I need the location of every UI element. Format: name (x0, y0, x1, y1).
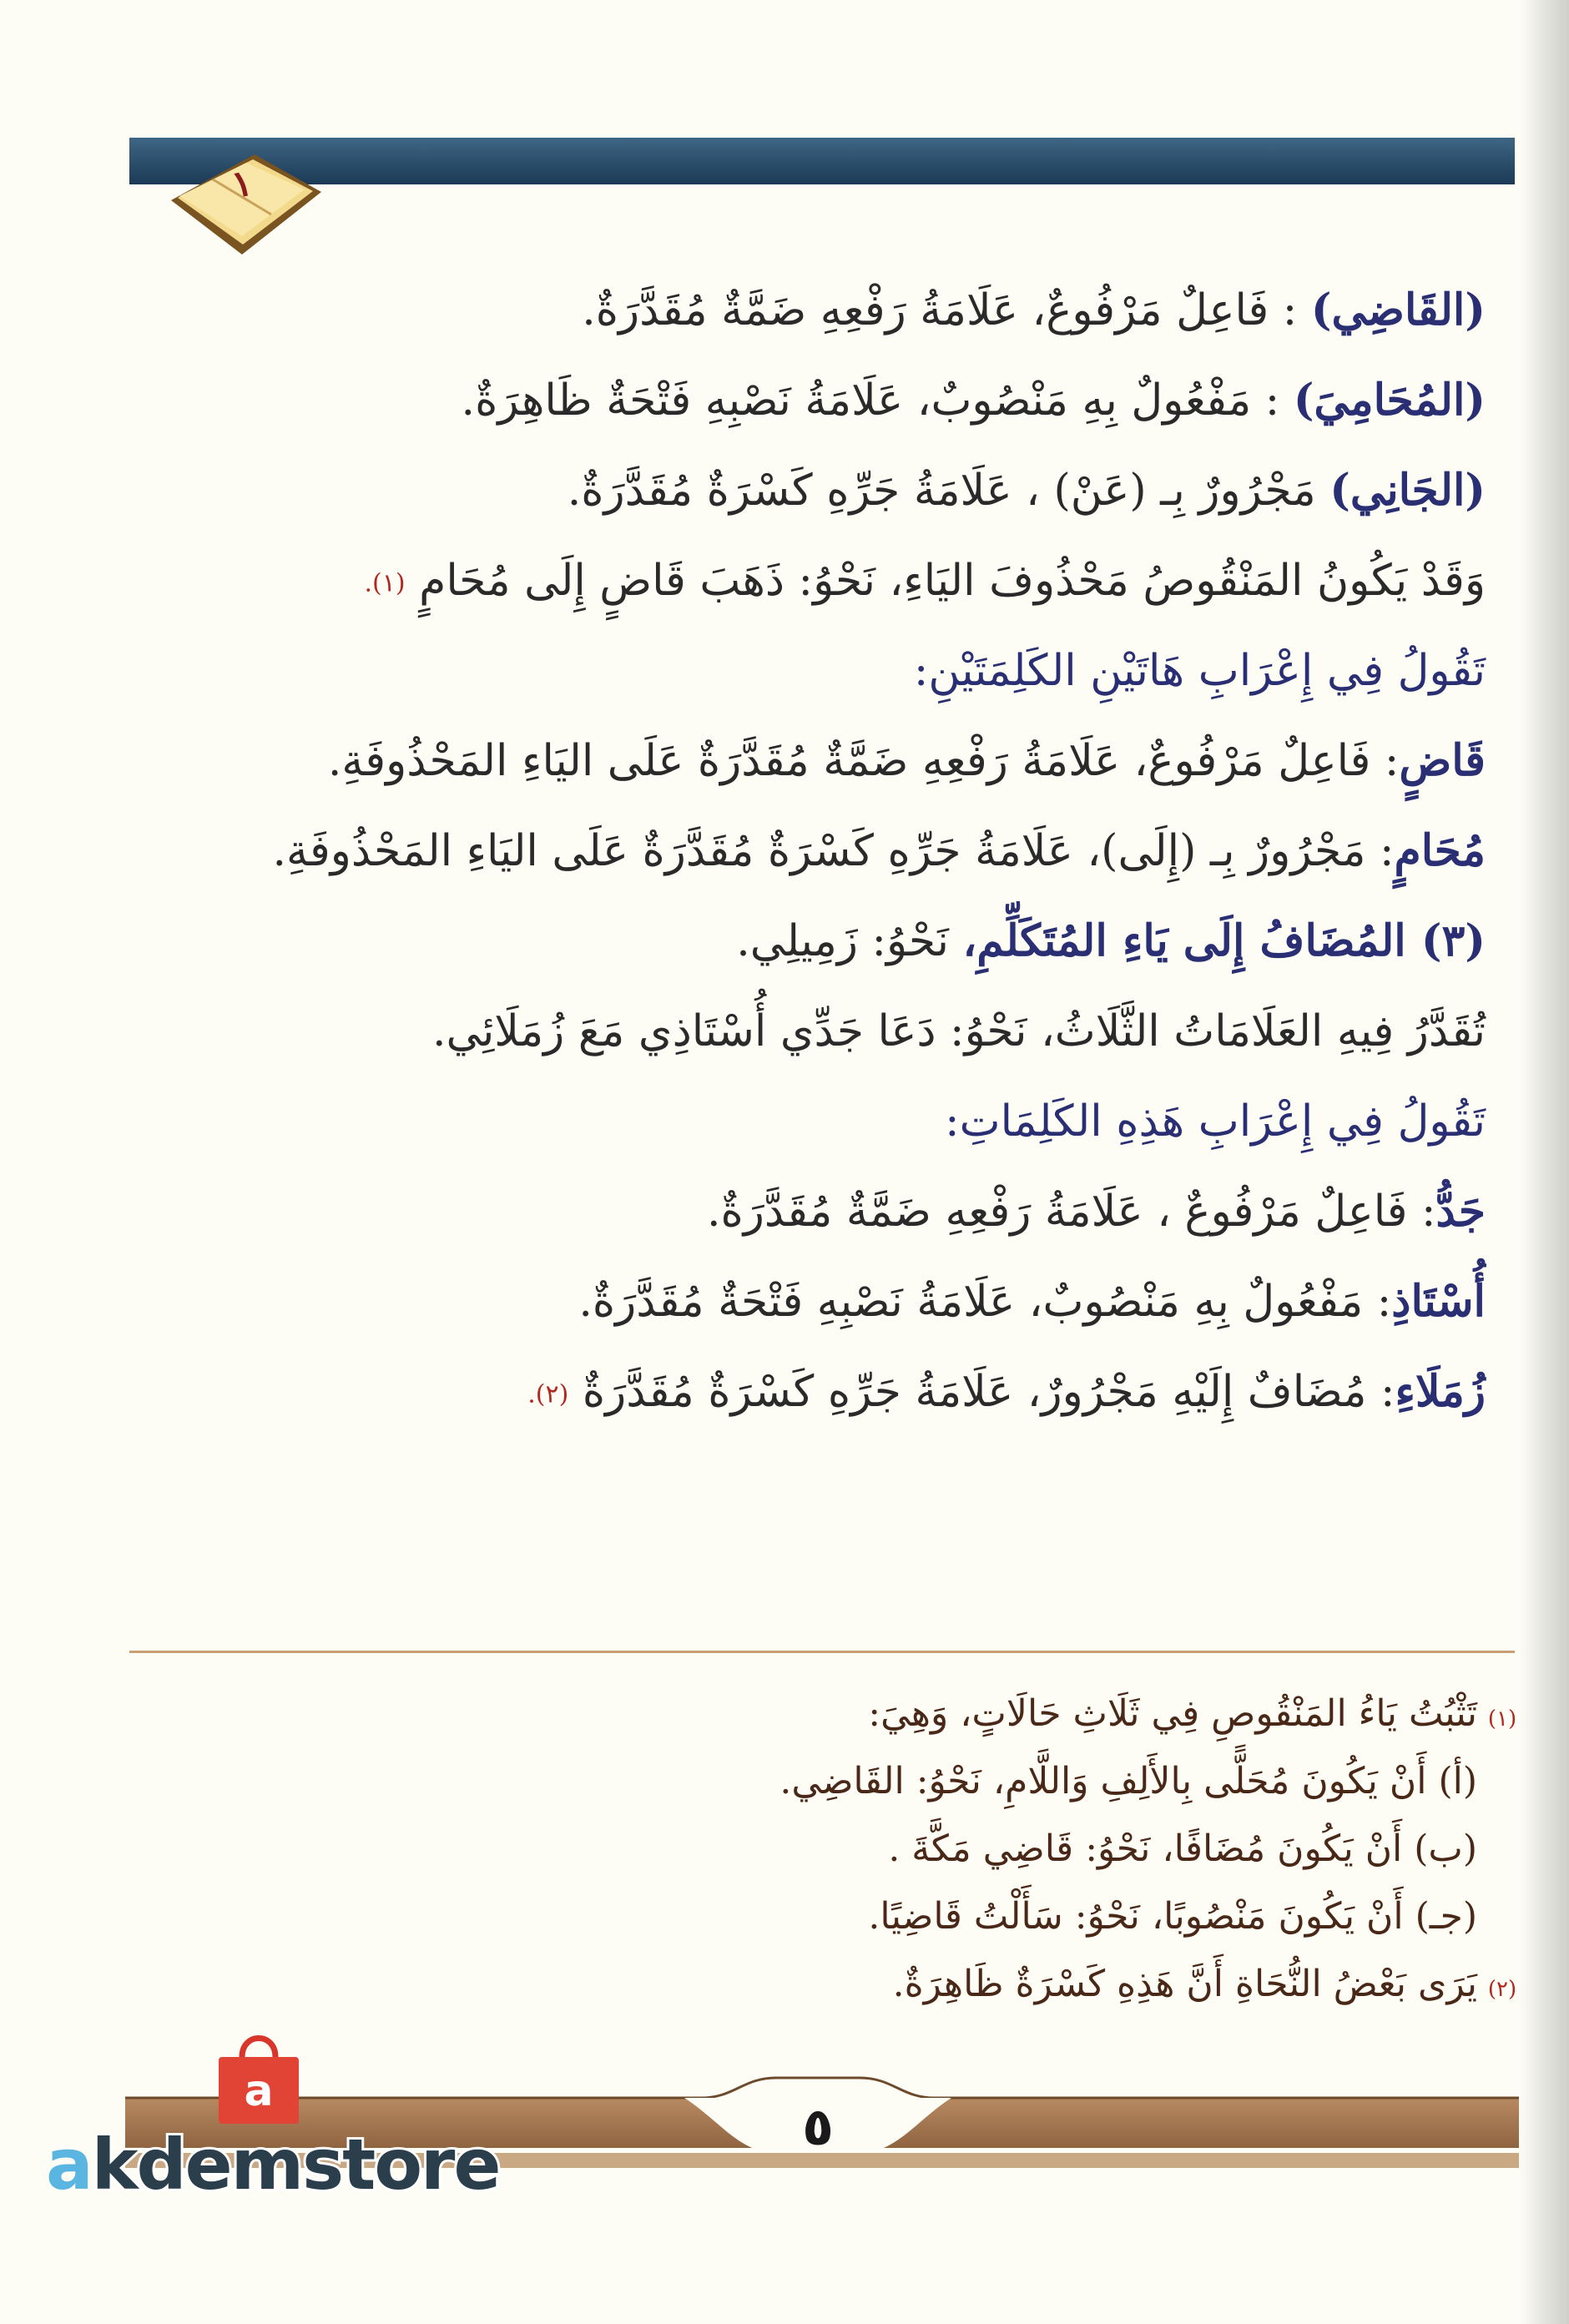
text-line (117, 355, 1486, 446)
line-text: : مَفْعُولٌ بِهِ مَنْصُوبٌ، عَلَامَةُ نَصْبِهِ فَتْحَةٌ مُقَدَّرَةٌ. (578, 1277, 1392, 1327)
footnote-line (184, 1747, 1527, 1815)
term: أُسْتَاذِ (1391, 1276, 1486, 1327)
footnote-line (184, 1815, 1527, 1883)
line-text: : فَاعِلٌ مَرْفُوعٌ، عَلَامَةُ رَفْعِهِ ضَمَّةٌ مُقَدَّرَةٌ عَلَى اليَاءِ المَحْذُوفَةِ. (327, 736, 1400, 786)
text-line (117, 1347, 1486, 1437)
footnote-line (184, 1883, 1527, 1950)
line-text: : فَاعِلٌ مَرْفُوعٌ ، عَلَامَةُ رَفْعِهِ ضَمَّةٌ مُقَدَّرَةٌ. (706, 1187, 1436, 1237)
footnote-line (184, 1680, 1527, 1747)
footnote-text: (جـ) أَنْ يَكُونَ مَنْصُوبًا، نَحْوُ: سَأَلْتُ قَاضِيًا. (868, 1895, 1477, 1938)
text-line (117, 806, 1486, 896)
term: جَدُّ (1435, 1186, 1486, 1237)
line-text: : مَفْعُولٌ بِهِ مَنْصُوبٌ، عَلَامَةُ نَصْبِهِ فَتْحَةٌ ظَاهِرَةٌ. (461, 376, 1294, 426)
logo-text-rest: kdemstore (91, 2124, 500, 2206)
line-text: وَقَدْ يَكُونُ المَنْقُوصُ مَحْذُوفَ اليَاءِ، نَحْوُ: ذَهَبَ قَاضٍ إِلَى مُحَامٍ (419, 556, 1486, 606)
footnote-number: (٢) (1487, 1977, 1517, 2002)
footnote-text: تَثْبُتُ يَاءُ المَنْقُوصِ فِي ثَلَاثِ حَالَاتٍ، وَهِيَ: (868, 1692, 1477, 1735)
footnote-ref: (١). (364, 568, 406, 598)
text-line (117, 896, 1486, 986)
text-line (117, 1257, 1486, 1347)
term: قَاضٍ (1399, 735, 1486, 786)
footnote-ref: (٢). (527, 1379, 569, 1409)
line-text: : مُضَافٌ إِلَيْهِ مَجْرُورٌ، عَلَامَةُ جَرِّهِ كَسْرَةٌ مُقَدَّرَةٌ (582, 1367, 1395, 1417)
footnote-text: (أ) أَنْ يَكُونَ مُحَلًّى بِالأَلِفِ وَاللَّامِ، نَحْوُ: القَاضِي. (779, 1760, 1477, 1802)
main-text (117, 265, 1486, 1437)
footnote-text: يَرَى بَعْضُ النُّحَاةِ أَنَّ هَذِهِ كَسْرَةٌ ظَاهِرَةٌ. (892, 1963, 1477, 2005)
term: زُمَلَاءِ (1395, 1366, 1486, 1417)
header-bar (129, 138, 1515, 184)
chapter-number: ١ (228, 161, 256, 207)
text-line (117, 986, 1486, 1076)
text-line (117, 1167, 1486, 1257)
text-line (117, 446, 1486, 536)
line-text: تُقَدَّرُ فِيهِ العَلَامَاتُ الثَّلَاثُ، نَحْوُ: دَعَا جَدِّي أُسْتَاذِي مَعَ زُمَلَائِي. (431, 1006, 1486, 1056)
text-line (117, 716, 1486, 806)
line-text: : فَاعِلٌ مَرْفُوعٌ، عَلَامَةُ رَفْعِهِ ضَمَّةٌ مُقَدَّرَةٌ. (582, 285, 1311, 335)
text-line (117, 536, 1486, 626)
logo-text-first: a (46, 2124, 92, 2206)
footnote-number: (١) (1487, 1706, 1517, 1732)
term: مُحَامٍ (1394, 825, 1486, 876)
section-heading: تَقُولُ فِي إِعْرَابِ هَذِهِ الكَلِمَاتِ: (945, 1096, 1486, 1147)
line-text: نَحْوُ: زَمِيلِي. (736, 916, 963, 966)
footnote-text: (ب) أَنْ يَكُونَ مُضَافًا، نَحْوُ: قَاضِي مَكَّةَ . (888, 1827, 1477, 1870)
term: (الجَانِي) (1329, 465, 1486, 516)
section-heading: تَقُولُ فِي إِعْرَابِ هَاتَيْنِ الكَلِمَتَيْنِ: (913, 646, 1486, 696)
line-text: : مَجْرُورٌ بِـ (إِلَى)، عَلَامَةُ جَرِّهِ كَسْرَةٌ مُقَدَّرَةٌ عَلَى اليَاءِ المَحْذُوفَةِ. (272, 826, 1395, 876)
line-text: مَجْرُورٌ بِـ (عَنْ) ، عَلَامَةُ جَرِّهِ كَسْرَةٌ مُقَدَّرَةٌ. (567, 466, 1330, 516)
term: (القَاضِي) (1310, 285, 1486, 335)
shopping-bag-icon (209, 2024, 309, 2132)
footnote-line (184, 1950, 1527, 2018)
page-number: ٥ (802, 2096, 834, 2157)
footnotes (184, 1680, 1527, 2018)
footnote-divider (129, 1651, 1515, 1653)
text-line (117, 265, 1486, 355)
term: (المُحَامِيَ) (1293, 375, 1486, 426)
watermark-logo-text (46, 2124, 513, 2207)
term: (٣) المُضَافُ إِلَى يَاءِ المُتَكَلِّمِ، (962, 915, 1486, 966)
logo-letter: a (244, 2066, 274, 2116)
